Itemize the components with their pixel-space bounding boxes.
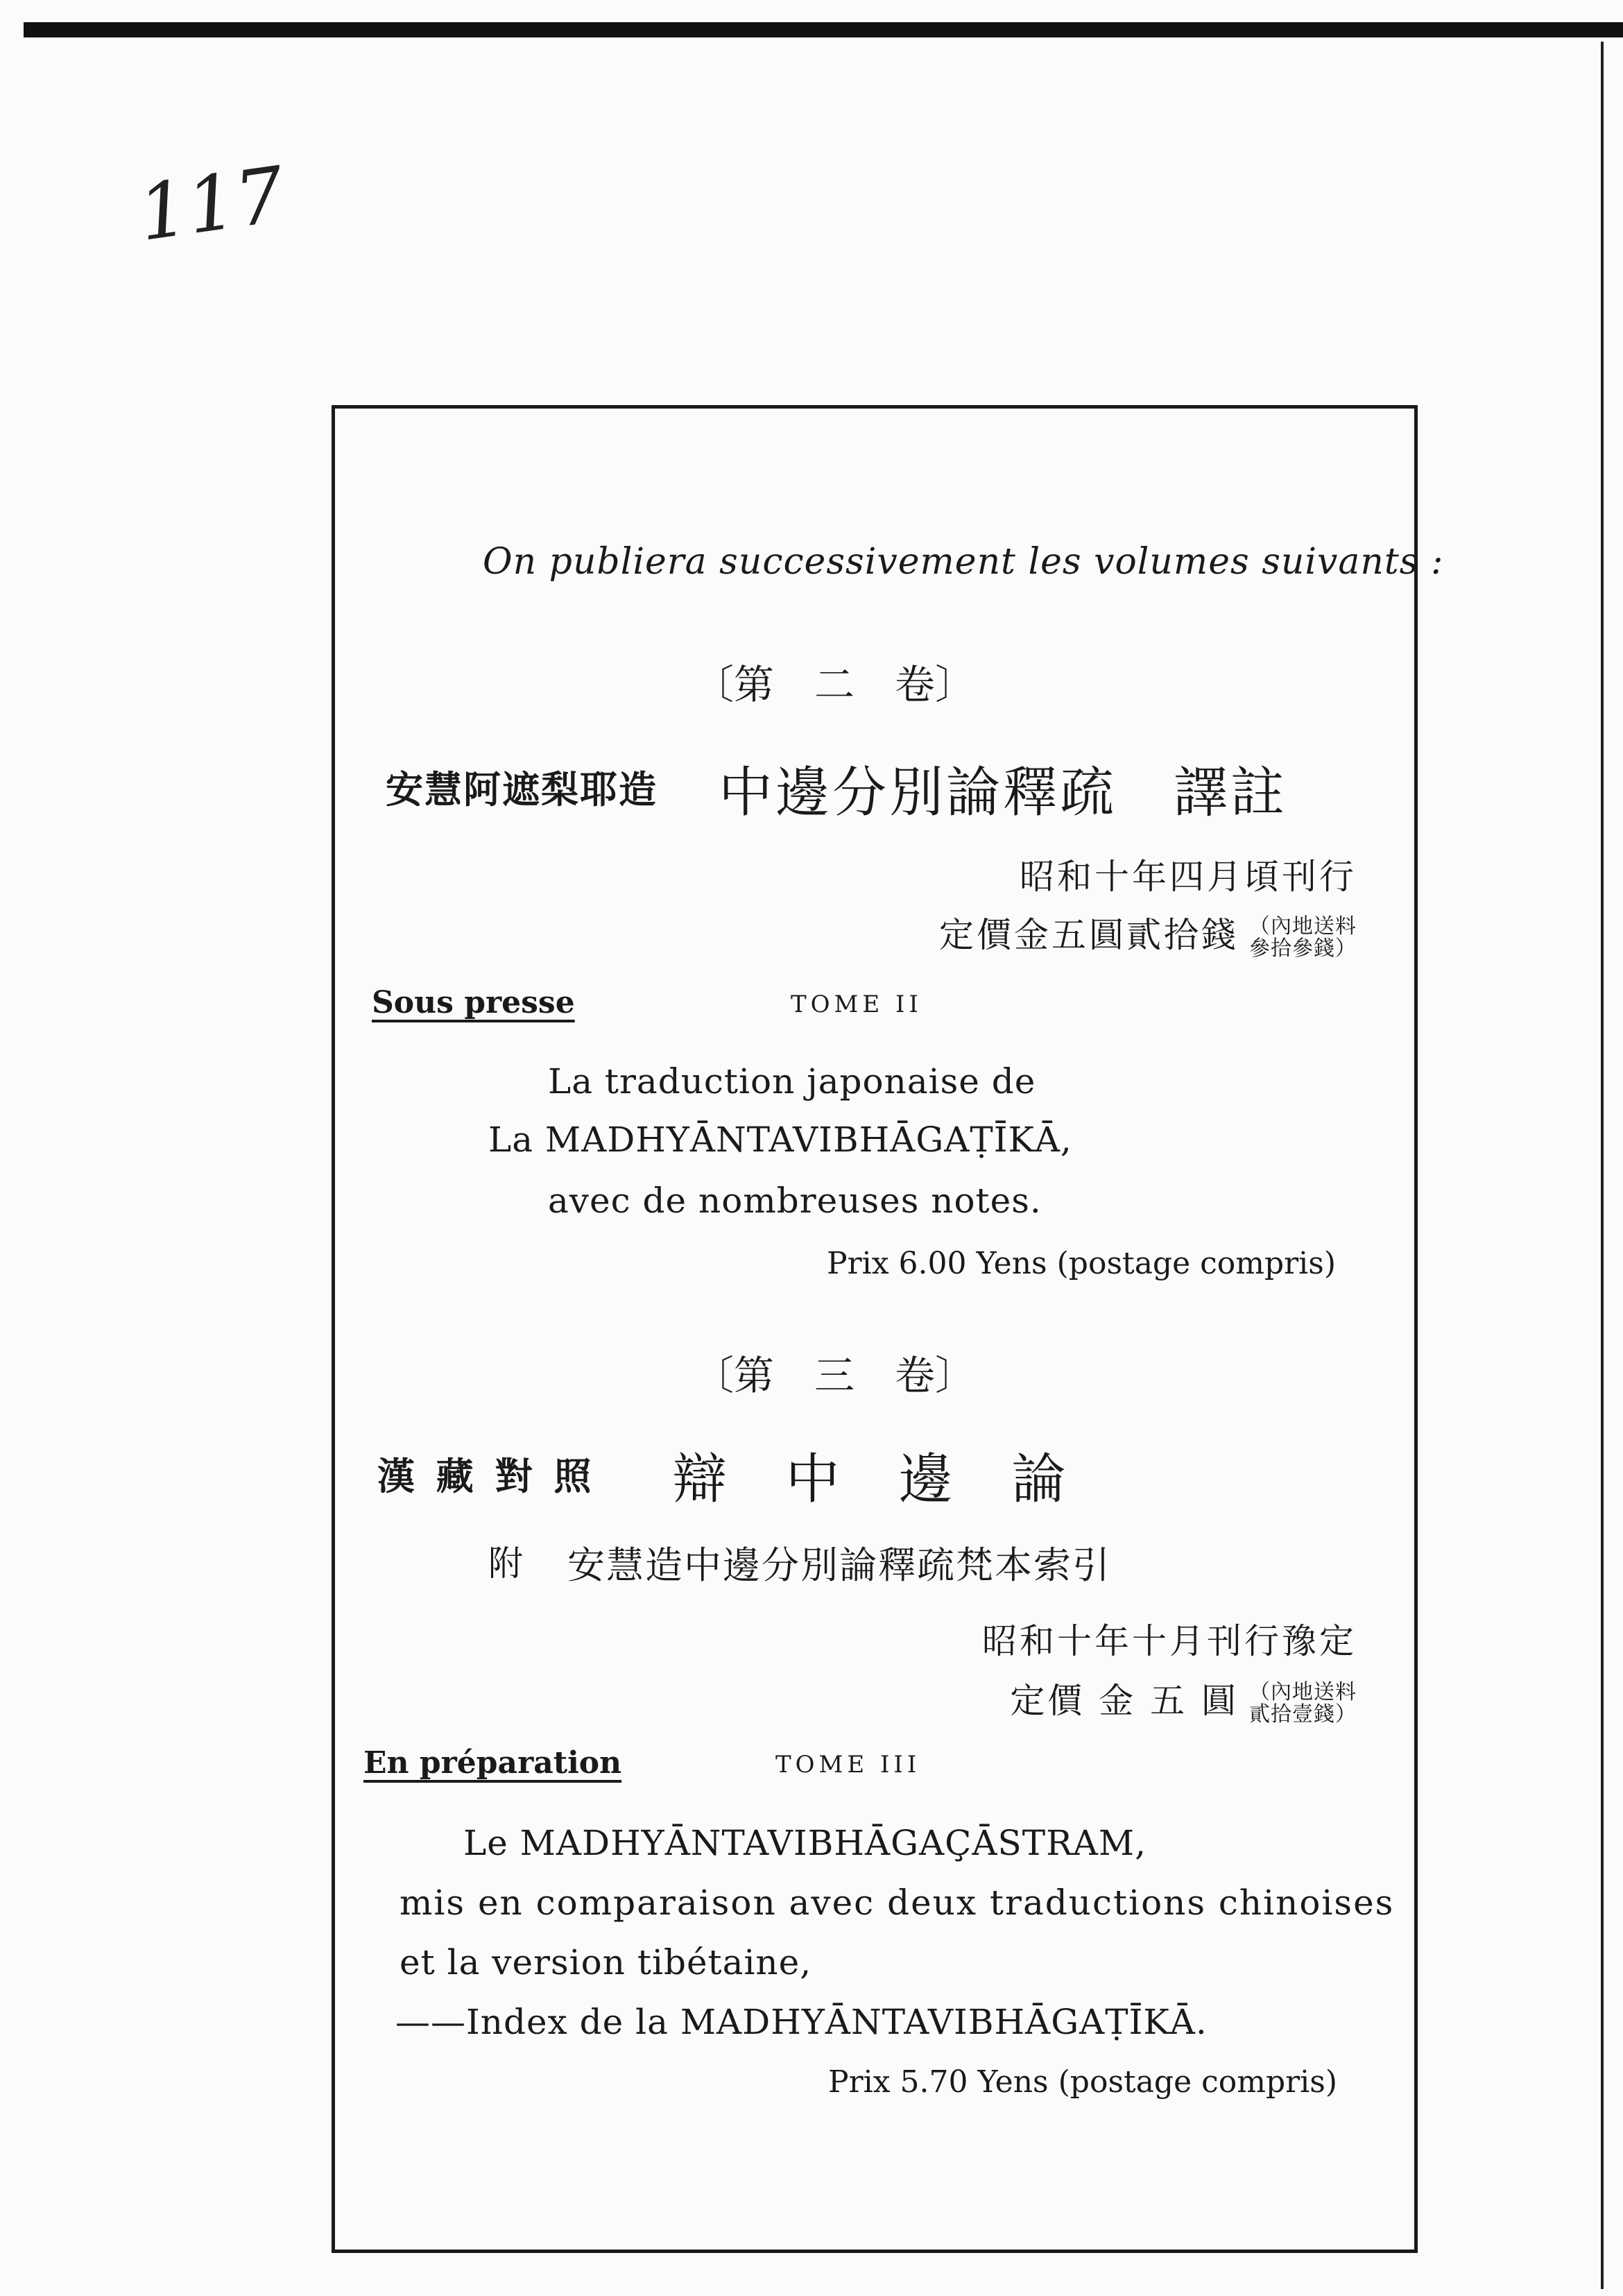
volume3-line1: Le MADHYĀNTAVIBHĀGAÇĀSTRAM, (463, 1823, 1147, 1863)
volume2-price-jp (939, 907, 1357, 960)
volume2-line2: La MADHYĀNTAVIBHĀGAṬĪKĀ, (488, 1120, 1072, 1160)
volume3-price-jp-text: 定價 金 五 圓 (1010, 1681, 1239, 1721)
volume3-appendix: 安慧造中邊分別論釋疏梵本索引 (567, 1543, 1111, 1587)
volume2-author: 安慧阿遮梨耶造 (386, 768, 658, 812)
volume2-status: Sous presse (372, 985, 575, 1020)
volume2-line3: avec de nombreuses notes. (548, 1181, 1042, 1221)
volume3-publication-date: 昭和十年十月刊行豫定 (982, 1621, 1357, 1661)
handwritten-page-number: 117 (133, 150, 290, 258)
volume3-author: 漢 藏 對 照 (377, 1455, 596, 1498)
volume3-heading: 〔第 三 卷〕 (694, 1352, 976, 1399)
volume3-tome: TOME III (775, 1751, 921, 1779)
volume2-price-jp-text: 定價金五圓貳拾錢 (939, 915, 1239, 955)
volume2-heading: 〔第 二 卷〕 (694, 661, 976, 708)
volume3-price-jp (1010, 1673, 1357, 1726)
volume3-line3: et la version tibétaine, (400, 1942, 812, 1982)
volume3-postage-note: （內地送料貳拾壹錢） (1249, 1679, 1357, 1727)
volume2-title: 中邊分別論釋疏 譯註 (719, 762, 1288, 824)
volume2-publication-date: 昭和十年四月頃刊行 (1020, 857, 1357, 897)
volume3-status: En préparation (363, 1745, 622, 1781)
intro-line: On publiera successivement les volumes suivants : (483, 541, 1444, 583)
volume2-price: Prix 6.00 Yens (postage compris) (826, 1246, 1336, 1281)
volume3-price: Prix 5.70 Yens (postage compris) (827, 2064, 1337, 2100)
volume2-postage-note: （內地送料參拾參錢） (1249, 914, 1357, 961)
volume3-line4: ——Index de la MADHYĀNTAVIBHĀGAṬĪKĀ. (395, 2002, 1208, 2042)
page-edge-line (1601, 42, 1604, 2289)
volume3-line2: mis en comparaison avec deux traductions chinoises (400, 1883, 1395, 1923)
volume3-appendix-label: 附 (488, 1543, 526, 1584)
volume3-title: 辯 中 邊 論 (673, 1448, 1087, 1511)
volume2-tome: TOME II (791, 991, 922, 1018)
top-border-rule (24, 22, 1623, 37)
volume2-line1: La traduction japonaise de (548, 1061, 1036, 1102)
